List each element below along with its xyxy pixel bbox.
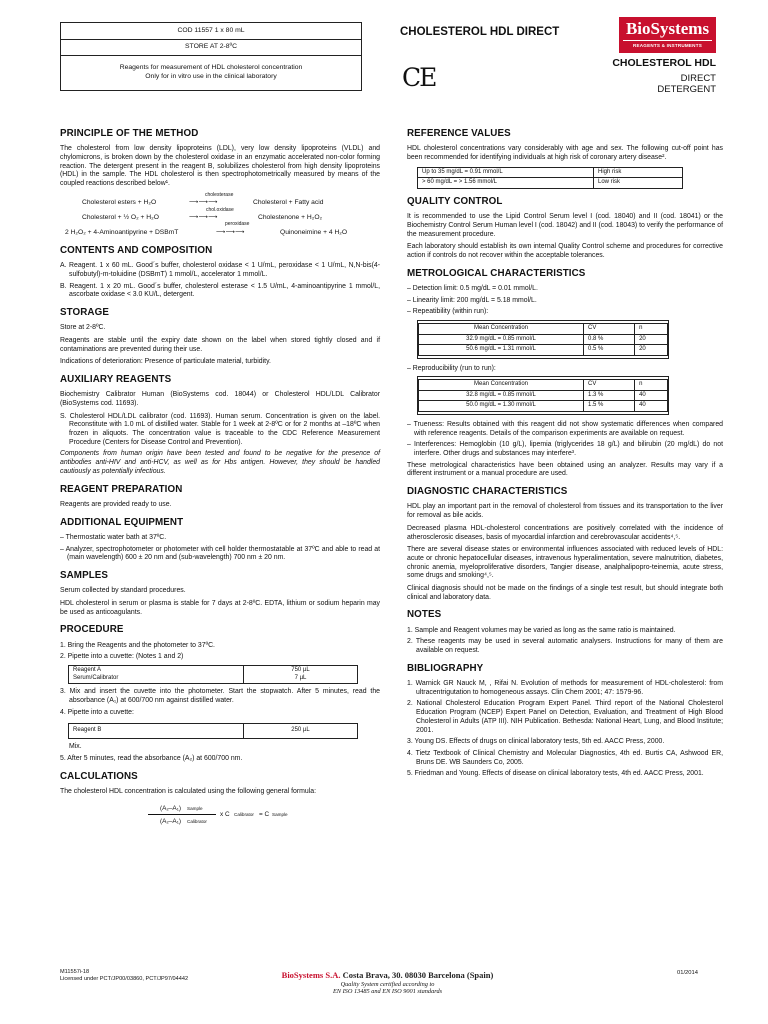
auxiliary-text: Biochemistry Calibrator Human (BioSystems cod. 18044) or Cholesterol HDL/LDL Calibrator (BioSystems cod. 11693). (60, 391, 380, 407)
section-heading: QUALITY CONTROL (407, 195, 503, 207)
equipment-item: – Analyzer, spectrophotometer or photometer with cell holder thermostatable at 37ºC and able to read at (main wavelength) 600 ± 20 nm and (sub-wavelength) 700 nm ± 20 nm. (60, 545, 380, 562)
metrological-text: These metrological characteristics have been obtained using an analyzer. Results may vary if a different instrument or a manual procedure are used. (407, 461, 723, 478)
serum-calibrator-volume: 7 µL (294, 674, 307, 681)
procedure-step: 4. Pipette into a cuvette: (60, 708, 134, 716)
storage-note: STORE AT 2-8ºC (61, 40, 361, 56)
table-row (419, 334, 668, 345)
metrological-item: – Linearity limit: 200 mg/dL = 5.18 mmol/L. (407, 296, 537, 304)
eq1-right: Cholesterol + Fatty acid (253, 198, 324, 206)
formula-result: = C (259, 811, 270, 819)
product-sub-2: DETERGENT (657, 84, 716, 96)
metrological-item: – Repeatibility (within run): (407, 308, 489, 316)
section-heading: SAMPLES (60, 569, 109, 581)
procedure-step: 2. Pipette into a cuvette: (Notes 1 and 2) (60, 653, 184, 661)
risk-cell: Low risk (594, 178, 683, 189)
bibliography-item: 1. Warnick GR Nauck M, , Rifai N. Evolution of methods for measurement of HDL-cholesterol: from ultracentrigutation to homogeneous assays. Clin Chem 2001; 47: 1579-96. (407, 680, 723, 696)
metrological-item: – Detection limit: 0.5 mg/dL = 0.01 mmol/L. (407, 284, 538, 292)
reaction-equation-1 (60, 193, 380, 208)
formula-denominator: (A₂–A₁) (160, 818, 181, 826)
diagnostic-text: Decreased plasma HDL-cholesterol concentrations are positively correlated with the incidence of atherosclerosic diseases, basis of myocardial infarction and cerebrovascular accidents⁴,⁵. (407, 524, 723, 541)
purpose-line-2: Only for in vitro use in the clinical laboratory (145, 73, 277, 80)
table-header-row (419, 380, 668, 391)
reaction-equation-3 (60, 220, 380, 238)
metrological-item: – Interferences: Hemoglobin (10 g/L), lipemia (triglycerides 18 g/L) and bilirubin (20 mg/dL) do not interfere. Other drugs and substances may interfere³. (407, 441, 723, 458)
repeatability-table (417, 320, 669, 359)
column-header: CV (584, 324, 635, 335)
samples-text: HDL cholesterol in serum or plasma is stable for 7 days at 2-8ºC. EDTA, lithium or sodium heparin may be used as anticoagulants. (60, 599, 380, 616)
diagnostic-text: Clinical diagnosis should not be made on the findings of a single test result, but should integrate both clinical and laboratory data. (407, 584, 723, 601)
formula-numerator-sub: Sample (187, 806, 203, 812)
company-address: Costa Brava, 30. 08030 Barcelona (Spain) (340, 970, 494, 980)
eq2-right: Cholestenone + H₂O₂ (258, 213, 323, 221)
formula-result-sub: Sample (272, 812, 288, 818)
table-cell: 40 (635, 390, 668, 401)
composition-a: A. Reagent. 1 x 60 mL. Good´s buffer, cholesterol oxidase < 1 U/mL, peroxidase < 1 U/mL, N,N-bis(4-sulfobutyl)-m-toluidine (DSBmT) 1 mmol/L, accelerator 1 mmol/L. (60, 262, 380, 278)
serum-calibrator-label: Serum/Calibrator (73, 674, 119, 681)
table-cell: 32.8 mg/dL = 0.85 mmol/L (419, 390, 584, 401)
samples-text: Serum collected by standard procedures. (60, 587, 186, 595)
table-row (418, 178, 683, 189)
arrow-icon: ⟶⟶⟶ (189, 213, 218, 221)
column-header: Mean Concentration (419, 324, 584, 335)
document-title: CHOLESTEROL HDL DIRECT (400, 26, 560, 38)
right-column (407, 128, 723, 782)
eq3-left: 2 H₂O₂ + 4-Aminoantipyrine + DSBmT (65, 228, 179, 236)
bibliography-item: 5. Friedman and Young. Effects of disease on clinical laboratory tests, 4th ed. AACC Press, 2001. (407, 770, 704, 778)
table-header-row (419, 324, 668, 335)
procedure-mix: Mix. (69, 742, 82, 750)
table-row (419, 345, 668, 356)
footer-company (255, 970, 520, 996)
note-item: 1. Sample and Reagent volumes may be varied as long as the same ratio is maintained. (407, 626, 676, 634)
reagent-b-volume: 250 µL (244, 724, 358, 739)
table-cell: 32.9 mg/dL = 0.85 mmol/L (419, 334, 584, 345)
pipette-table-2 (68, 723, 358, 739)
company-line (255, 970, 520, 981)
section-heading: BIBLIOGRAPHY (407, 662, 484, 674)
logo-tagline: REAGENTS & INSTRUMENTS (623, 40, 712, 50)
product-name-block (612, 57, 716, 96)
footer-codes (60, 969, 188, 984)
formula-numerator: (A₂–A₁) (160, 805, 181, 813)
section-heading: METROLOGICAL CHARACTERISTICS (407, 267, 586, 279)
pipette-table-1 (68, 665, 358, 684)
table-row (418, 167, 683, 178)
range-cell: Up to 35 mg/dL = 0.91 mmol/L (418, 167, 594, 178)
header-info-box (60, 22, 362, 91)
reagent-a-volume: 750 µL (291, 667, 310, 674)
eq2-enzyme: chol.oxidase (206, 206, 234, 213)
table-cell: 20 (635, 345, 668, 356)
section-heading: PRINCIPLE OF THE METHOD (60, 128, 199, 139)
section-heading: PROCEDURE (60, 624, 124, 636)
table-cell: 20 (635, 334, 668, 345)
footer-date: 01/2014 (677, 970, 698, 976)
column-header: CV (584, 380, 635, 391)
composition-b: B. Reagent. 1 x 20 mL. Good´s buffer, cholesterol esterase < 1.5 U/mL, 4-aminoantipyrine 1 mmol/L, ascorbate oxidase < 3.0 KU/L, detergent. (60, 282, 380, 299)
bibliography-item: 2. National Cholesterol Education Program Expert Panel. Third report of the National Cholesterol Education Program (NCEP) Expert Panel on Detection, Evaluation, and Treatment of High Blood Cholesterol in Adults (ATP III). NIH Publication. Bethesda: National Heart, Lung, and Blood Institute; 2001. (407, 700, 723, 734)
reagent-a-label: Reagent A (73, 667, 102, 674)
equipment-item: – Thermostatic water bath at 37ºC. (60, 533, 167, 541)
biosystems-logo (619, 17, 716, 53)
diagnostic-text: There are several disease states or environmental influences associated with reduced levels of HDL: acute or chronic hepatocellular diseases, intravenous hyperalimentation, severe malnutrition, diabetes, chronic anemia, myeloproliferative disorders, Tangier disease, analphalipopro-teinemia, acute stress, some drugs and smoking⁴,⁵. (407, 546, 723, 580)
preparation-text: Reagents are provided ready to use. (60, 500, 172, 508)
table-cell: 0.8 % (584, 334, 635, 345)
product-name: CHOLESTEROL HDL (612, 57, 716, 69)
reagent-b-label: Reagent B (69, 724, 244, 739)
table-cell: 50.6 mg/dL = 1.31 mmol/L (419, 345, 584, 356)
product-code: COD 11557 1 x 80 mL (61, 23, 361, 40)
diagnostic-text: HDL play an important part in the removal of cholesterol from tissues and its transportation to the liver for removal as bile acids. (407, 503, 723, 520)
procedure-step: 5. After 5 minutes, read the absorbance (A₂) at 600/700 nm. (60, 755, 243, 763)
eq2-left: Cholesterol + ½ O₂ + H₂O (82, 213, 159, 221)
reproducibility-table (417, 376, 669, 415)
table-row (419, 401, 668, 412)
section-heading: AUXILIARY REAGENTS (60, 373, 172, 385)
section-heading: REFERENCE VALUES (407, 128, 511, 139)
fraction-bar (148, 814, 216, 815)
purpose-line-1: Reagents for measurement of HDL cholesterol concentration (119, 64, 303, 72)
table-cell: 1.5 % (584, 401, 635, 412)
document-code: M11557i-18 (60, 969, 90, 975)
range-cell: > 60 mg/dL = > 1.56 mmol/L (418, 178, 594, 189)
eq3-enzyme: peroxidase (225, 220, 250, 227)
principle-text: The cholesterol from low density lipoproteins (LDL), very low density lipoproteins (VLDL) and chylomicrons, is broken down by the cholesterol oxidase in an enzymatic accelerated non-color forming reaction. The detergent present in the reagent B, solubilizes cholesterol from high density lipoproteins (HDL) in the sample. The HDL cholesterol is then spectrophotometrically measured by means of the coupled reactions described below¹. (60, 145, 380, 188)
column-header: Mean Concentration (419, 380, 584, 391)
storage-text: Indications of deterioration: Presence of particulate material, turbidity. (60, 358, 271, 366)
safety-note: Components from human origin have been tested and found to be negative for the presence of antibodies anti-HIV and anti-HCV, as well as for Hbs antigen. However, they should be handled cautiously as potentially infectious. (60, 450, 380, 475)
table-cell (244, 666, 358, 684)
reaction-equation-2 (60, 208, 380, 223)
calculation-formula (60, 801, 380, 837)
section-heading: REAGENT PREPARATION (60, 483, 183, 495)
purpose-note (61, 56, 361, 90)
procedure-step: 3. Mix and insert the cuvette into the photometer. Start the stopwatch. After 5 minutes, read the absorbance (A₁) at 600/700 nm against distilled water. (60, 688, 380, 704)
table-row (69, 666, 358, 684)
section-heading: ADDITIONAL EQUIPMENT (60, 516, 184, 528)
column-header: n (635, 380, 668, 391)
risk-cell: High risk (594, 167, 683, 178)
metrological-item: – Reproducibility (run to run): (407, 364, 496, 372)
quality-line-1: Quality System certified according to (340, 980, 435, 988)
company-name: BioSystems S.A. (281, 970, 341, 980)
formula-multiply: x C (220, 811, 230, 819)
procedure-step: 1. Bring the Reagents and the photometer to 37ºC. (60, 641, 215, 649)
license-note: Licensed under PCT/JP00/03860, PCT/JP97/04442 (60, 976, 189, 983)
left-column (60, 128, 380, 837)
formula-multiply-sub: Calibrator (234, 812, 254, 818)
section-heading: CALCULATIONS (60, 771, 138, 783)
section-heading: DIAGNOSTIC CHARACTERISTICS (407, 486, 568, 498)
column-header: n (635, 324, 668, 335)
calculations-text: The cholesterol HDL concentration is calculated using the following general formula: (60, 788, 316, 796)
product-sub-1: DIRECT (680, 73, 716, 85)
formula-denominator-sub: Calibrator (187, 819, 207, 825)
storage-text: Reagents are stable until the expiry date shown on the label when stored tightly closed and if contaminations are prevented during their use. (60, 336, 380, 353)
table-cell: 40 (635, 401, 668, 412)
arrow-icon: ⟶⟶⟶ (189, 198, 218, 206)
note-item: 2. These reagents may be used in several automatic analysers. Instructions for many of them are available on request. (407, 638, 723, 655)
section-heading: CONTENTS AND COMPOSITION (60, 244, 213, 256)
reference-text: HDL cholesterol concentrations vary considerably with age and sex. The following cut-off point has been recommended for identifying individuals at high risk of coronary artery disease². (407, 145, 723, 162)
metrological-item: – Trueness: Results obtained with this reagent did not show systematic differences when compared with reference reagents. Details of the comparison experiments are available on request. (407, 420, 723, 437)
section-heading: STORAGE (60, 306, 109, 318)
table-cell: 0.5 % (584, 345, 635, 356)
eq1-enzyme: cholesterase (205, 191, 234, 198)
eq1-left: Cholesterol esters + H₂O (82, 198, 157, 206)
table-row (69, 724, 358, 739)
bibliography-item: 3. Young DS. Effects of drugs on clinical laboratory tests, 5th ed. AACC Press, 2000. (407, 738, 665, 746)
arrow-icon: ⟶⟶⟶ (216, 228, 245, 236)
eq3-right: Quinoneimine + 4 H₂O (280, 228, 348, 236)
calibrator-description: S. Cholesterol HDL/LDL calibrator (cod. 11693). Human serum. Concentration is given on the label. Reconstitute with 1.0 mL of distilled water. Stable for 1 week at 2-8ºC or for 2 months at –18ºC when frozen in aliquots. The concentration value is traceable to the CDC Reference Measurement Procedure (Centers for Disease Control and Prevention). (60, 412, 380, 446)
storage-text: Store at 2-8ºC. (60, 324, 106, 332)
quality-line-2: EN ISO 13485 and EN ISO 9001 standards (332, 988, 443, 996)
quality-text: It is recommended to use the Lipid Control Serum level I (cod. 18040) and II (cod. 18041) or the Biochemistry Control Serum Human level I (cod. 18042) and II (cod. 18043) to verify the performance of the measurement procedure. (407, 213, 723, 238)
reference-values-table (417, 167, 683, 189)
section-heading: NOTES (407, 609, 442, 621)
ce-mark-icon: CE (402, 63, 436, 92)
table-row (419, 390, 668, 401)
logo-wordmark: BioSystems (625, 19, 710, 38)
table-cell (69, 666, 244, 684)
bibliography-item: 4. Tietz Textbook of Clinical Chemistry and Molecular Diagnostics, 4th ed. Burtis CA, Ashwood ER, Bruns DE. WB Saunders Co, 2005. (407, 749, 723, 766)
table-cell: 50.0 mg/dL = 1.30 mmol/L (419, 401, 584, 412)
quality-text: Each laboratory should establish its own internal Quality Control scheme and procedures for corrective action if controls do not recover within the acceptable tolerances. (407, 243, 723, 259)
table-cell: 1.3 % (584, 390, 635, 401)
